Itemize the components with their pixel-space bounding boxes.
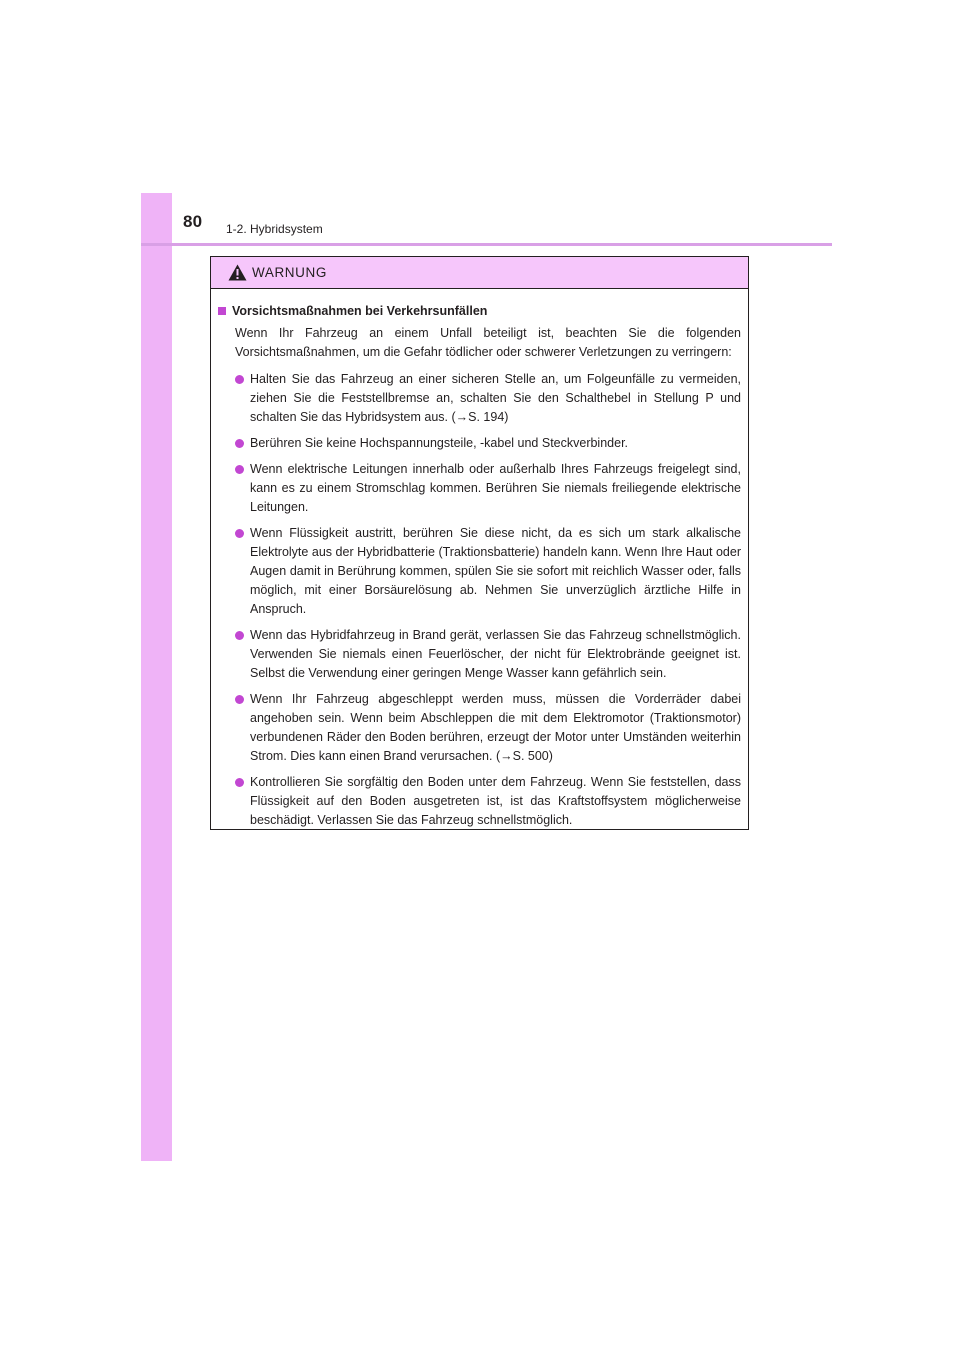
square-bullet-icon bbox=[218, 307, 226, 315]
list-item bbox=[235, 690, 741, 766]
warning-header bbox=[211, 257, 748, 289]
circle-bullet-icon bbox=[235, 439, 244, 448]
list-item-text: Wenn das Hybridfahrzeug in Brand gerät, verlassen Sie das Fahrzeug schnellstmöglich. Verwenden Sie niemals einen Feuerlöscher, der nicht für Elektrobrände geeignet ist. Selbst die Verwendung einer geringen Menge Wasser kann gefährlich sein. bbox=[250, 628, 741, 680]
bullet-list bbox=[218, 370, 741, 830]
intro-paragraph: Wenn Ihr Fahrzeug an einem Unfall beteiligt ist, beachten Sie die folgenden Vorsichtsmaßnahmen, um die Gefahr tödlicher oder schwerer Verletzungen zu verringern: bbox=[235, 326, 741, 359]
warning-box bbox=[210, 256, 749, 830]
list-item-text: Halten Sie das Fahrzeug an einer sicheren Stelle an, um Folgeunfälle zu vermeiden, ziehen Sie die Feststellbremse an, schalten Sie den Schalthebel in Stellung P und schalten Sie das Hybridsystem aus. (→S. 194) bbox=[250, 372, 741, 424]
list-item-text: Wenn elektrische Leitungen innerhalb oder außerhalb Ihres Fahrzeugs freigelegt sind, kann es zu einem Stromschlag kommen. Berühren Sie niemals freiliegende elektrische Leitungen. bbox=[250, 462, 741, 514]
list-item bbox=[235, 773, 741, 830]
circle-bullet-icon bbox=[235, 695, 244, 704]
circle-bullet-icon bbox=[235, 778, 244, 787]
list-item bbox=[235, 524, 741, 619]
circle-bullet-icon bbox=[235, 465, 244, 474]
warning-title: WARNUNG bbox=[252, 265, 327, 280]
warning-body bbox=[211, 289, 748, 830]
warning-triangle-icon bbox=[228, 264, 247, 281]
list-item bbox=[235, 460, 741, 517]
list-item bbox=[235, 370, 741, 427]
circle-bullet-icon bbox=[235, 375, 244, 384]
circle-bullet-icon bbox=[235, 631, 244, 640]
list-item-text: Wenn Ihr Fahrzeug abgeschleppt werden muss, müssen die Vorderräder dabei angehoben sein. Wenn beim Abschleppen die mit dem Elektromotor (Traktionsmotor) verbundenen Räder den Boden berühren, erzeugt der Motor unter Umständen weiterhin Strom. Dies kann einen Brand verursachen. (→S. 500) bbox=[250, 692, 741, 763]
list-item bbox=[235, 434, 741, 453]
chapter-side-strip bbox=[141, 193, 172, 1161]
list-item-text: Wenn Flüssigkeit austritt, berühren Sie diese nicht, da es sich um stark alkalische Elektrolyte aus der Hybridbatterie (Traktionsbatterie) handeln kann. Wenn Ihre Haut oder Augen damit in Berührung kommen, spülen Sie sie sofort mit reichlich Wasser oder, falls möglich, mit einer Borsäurelösung ab. Nehmen Sie unverzüglich ärztliche Hilfe in Anspruch. bbox=[250, 526, 741, 616]
page-number: 80 bbox=[183, 212, 203, 231]
list-item bbox=[235, 626, 741, 683]
circle-bullet-icon bbox=[235, 529, 244, 538]
list-item-text: Berühren Sie keine Hochspannungsteile, -kabel und Steckverbinder. bbox=[250, 436, 629, 450]
list-item-text: Kontrollieren Sie sorgfältig den Boden unter dem Fahrzeug. Wenn Sie feststellen, dass Flüssigkeit auf den Boden ausgetreten ist, ist das Kraftstoffsystem möglicherweise beschädigt. Verlassen Sie das Fahrzeug schnellstmöglich. bbox=[250, 775, 741, 827]
section-title: 1-2. Hybridsystem bbox=[226, 222, 323, 236]
section-heading bbox=[218, 302, 741, 320]
section-heading-text: Vorsichtsmaßnahmen bei Verkehrsunfällen bbox=[232, 304, 488, 318]
header-rule bbox=[141, 243, 832, 246]
